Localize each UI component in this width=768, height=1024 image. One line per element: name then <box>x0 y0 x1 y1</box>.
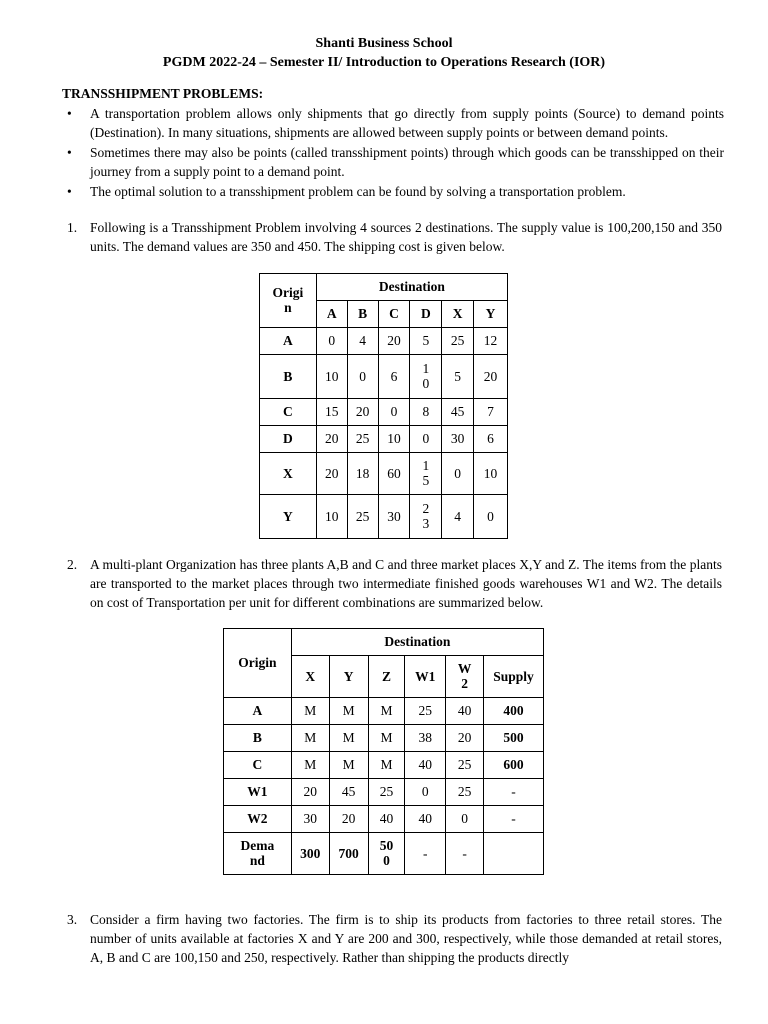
question-1 <box>62 218 722 256</box>
table-row: W1 20 45 25 0 25 - <box>224 779 544 806</box>
origin-header: Origin <box>224 629 292 698</box>
column-header: Supply <box>484 656 544 698</box>
table-row: D 20 25 10 0 30 6 <box>260 426 508 453</box>
column-header: Y <box>474 301 508 328</box>
bullet-item: • Sometimes there may also be points (called transshipment points) through which goods can be transshipped on their journey from a supply point to a demand point. <box>67 145 724 179</box>
column-header: B <box>347 301 378 328</box>
cost-table-2 <box>223 628 544 875</box>
question-text: Consider a firm having two factories. The firm is to ship its products from factories to three retail stores. The number of units available at factories X and Y are 200 and 300, respectively, while those demanded at retail stores, A, B and C are 100,150 and 250, respectively. Rather than shipping the products directly <box>90 912 722 965</box>
table-row: B M M M 38 20 500 <box>224 725 544 752</box>
bullet-item: • A transportation problem allows only shipments that go directly from supply points (Source) to demand points (Destination). In many situations, shipments are allowed between supply points or between demand points. <box>67 106 724 140</box>
column-header: W2 <box>446 656 484 698</box>
bullet-item: • The optimal solution to a transshipment problem can be found by solving a transportation problem. <box>67 184 626 199</box>
bullet-icon: • <box>67 184 72 199</box>
column-header: X <box>291 656 329 698</box>
bullet-icon: • <box>67 106 72 121</box>
table-row: Y 10 25 30 23 4 0 <box>260 495 508 539</box>
course-title: PGDM 2022-24 – Semester II/ Introduction to Operations Research (IOR) <box>162 55 606 70</box>
question-text: Following is a Transshipment Problem involving 4 sources 2 destinations. The supply value is 100,200,150 and 350 units. The demand values are 350 and 450. The shipping cost is given below. <box>90 220 722 254</box>
destination-header: Destination <box>316 274 507 301</box>
bullet-icon: • <box>67 145 72 160</box>
column-header: D <box>410 301 442 328</box>
destination-header: Destination <box>291 629 543 656</box>
origin-header: Origin <box>260 274 317 328</box>
table-row: X 20 18 60 15 0 10 <box>260 453 508 495</box>
table-row: A 0 4 20 5 25 12 <box>260 328 508 355</box>
table-row: C 15 20 0 8 45 7 <box>260 399 508 426</box>
question-2 <box>62 555 722 612</box>
section-title: TRANSSHIPMENT PROBLEMS: <box>62 86 264 101</box>
column-header: X <box>442 301 474 328</box>
question-text: A multi-plant Organization has three plants A,B and C and three market places X,Y and Z. The items from the plants are transported to the market places through two intermediate finished goods warehouses W1 and W2. The details on cost of Transportation per unit for different combinations are summarized below. <box>90 557 722 610</box>
intro-bullet-list <box>62 104 724 202</box>
question-3 <box>62 910 722 967</box>
table-row: W2 30 20 40 40 0 - <box>224 806 544 833</box>
table-row: A M M M 25 40 400 <box>224 698 544 725</box>
demand-row: Demand 300 700 500 - - <box>224 833 544 875</box>
table-row: C M M M 40 25 600 <box>224 752 544 779</box>
question-number: 3. <box>67 912 78 927</box>
column-header: W1 <box>405 656 446 698</box>
question-number: 1. <box>67 220 78 235</box>
school-name: Shanti Business School <box>315 36 453 51</box>
cost-table-1 <box>259 273 508 539</box>
column-header: Y <box>329 656 368 698</box>
column-header: Z <box>368 656 405 698</box>
table-row: B 10 0 6 10 5 20 <box>260 355 508 399</box>
column-header: A <box>316 301 347 328</box>
column-header: C <box>378 301 410 328</box>
question-number: 2. <box>67 557 78 572</box>
